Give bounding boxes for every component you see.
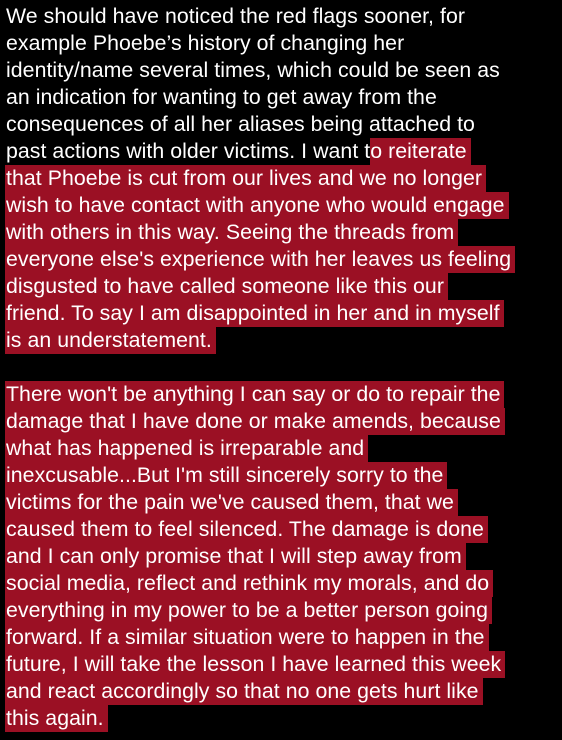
text-line xyxy=(6,381,560,408)
plain-text: example Phoebe’s history of changing her xyxy=(6,31,405,55)
highlighted-text: social media, reflect and rethink my morals, and do xyxy=(5,570,493,597)
text-line xyxy=(6,543,560,570)
plain-text: identity/name several times, which could be seen as xyxy=(6,58,500,82)
post-text xyxy=(6,3,560,732)
plain-text: We should have noticed the red flags sooner, for xyxy=(6,4,465,28)
text-line xyxy=(6,651,560,678)
text-line xyxy=(6,408,560,435)
highlighted-text: with others in this way. Seeing the threads from xyxy=(5,219,458,246)
text-line xyxy=(6,273,560,300)
highlighted-text: caused them to feel silenced. The damage is done xyxy=(5,516,488,543)
highlighted-text: this again. xyxy=(5,705,108,732)
highlighted-text: damage that I have done or make amends, because xyxy=(5,408,505,435)
text-line xyxy=(6,84,560,111)
text-line xyxy=(6,570,560,597)
text-line xyxy=(6,462,560,489)
highlighted-text: disgusted to have called someone like this our xyxy=(5,273,448,300)
text-line xyxy=(6,111,560,138)
text-line xyxy=(6,57,560,84)
text-line xyxy=(6,219,560,246)
text-line xyxy=(6,327,560,354)
text-line xyxy=(6,30,560,57)
text-line xyxy=(6,435,560,462)
highlighted-text: inexcusable...But I'm still sincerely sorry to the xyxy=(5,462,447,489)
highlighted-text: and react accordingly so that no one gets hurt like xyxy=(5,678,483,705)
text-line xyxy=(6,165,560,192)
highlighted-text: what has happened is irreparable and xyxy=(5,435,368,462)
text-line xyxy=(6,516,560,543)
text-line xyxy=(6,678,560,705)
paragraph-2 xyxy=(6,381,560,732)
highlighted-text: is an understatement. xyxy=(5,327,216,354)
highlighted-text: that Phoebe is cut from our lives and we no longer xyxy=(5,165,486,192)
text-line xyxy=(6,138,560,165)
text-line xyxy=(6,192,560,219)
highlighted-text: everything in my power to be a better person going xyxy=(5,597,492,624)
text-line xyxy=(6,3,560,30)
highlighted-text: everyone else's experience with her leaves us feeling xyxy=(5,246,515,273)
text-line xyxy=(6,300,560,327)
plain-text: past actions with older victims. I want t xyxy=(6,139,371,163)
highlighted-text: victims for the pain we've caused them, that we xyxy=(5,489,458,516)
text-line xyxy=(6,489,560,516)
plain-text: consequences of all her aliases being attached to xyxy=(6,112,475,136)
text-line xyxy=(6,624,560,651)
text-line xyxy=(6,246,560,273)
highlighted-text: and I can only promise that I will step away from xyxy=(5,543,466,570)
highlighted-text: forward. If a similar situation were to happen in the xyxy=(5,624,489,651)
plain-text: an indication for wanting to get away from the xyxy=(6,85,437,109)
highlighted-text: future, I will take the lesson I have learned this week xyxy=(5,651,505,678)
text-line xyxy=(6,597,560,624)
paragraph-1 xyxy=(6,3,560,354)
text-line xyxy=(6,705,560,732)
highlighted-text: wish to have contact with anyone who would engage xyxy=(5,192,509,219)
highlighted-text: o reiterate xyxy=(370,138,470,165)
highlighted-text: friend. To say I am disappointed in her and in myself xyxy=(5,300,504,327)
highlighted-text: There won't be anything I can say or do to repair the xyxy=(5,381,504,408)
